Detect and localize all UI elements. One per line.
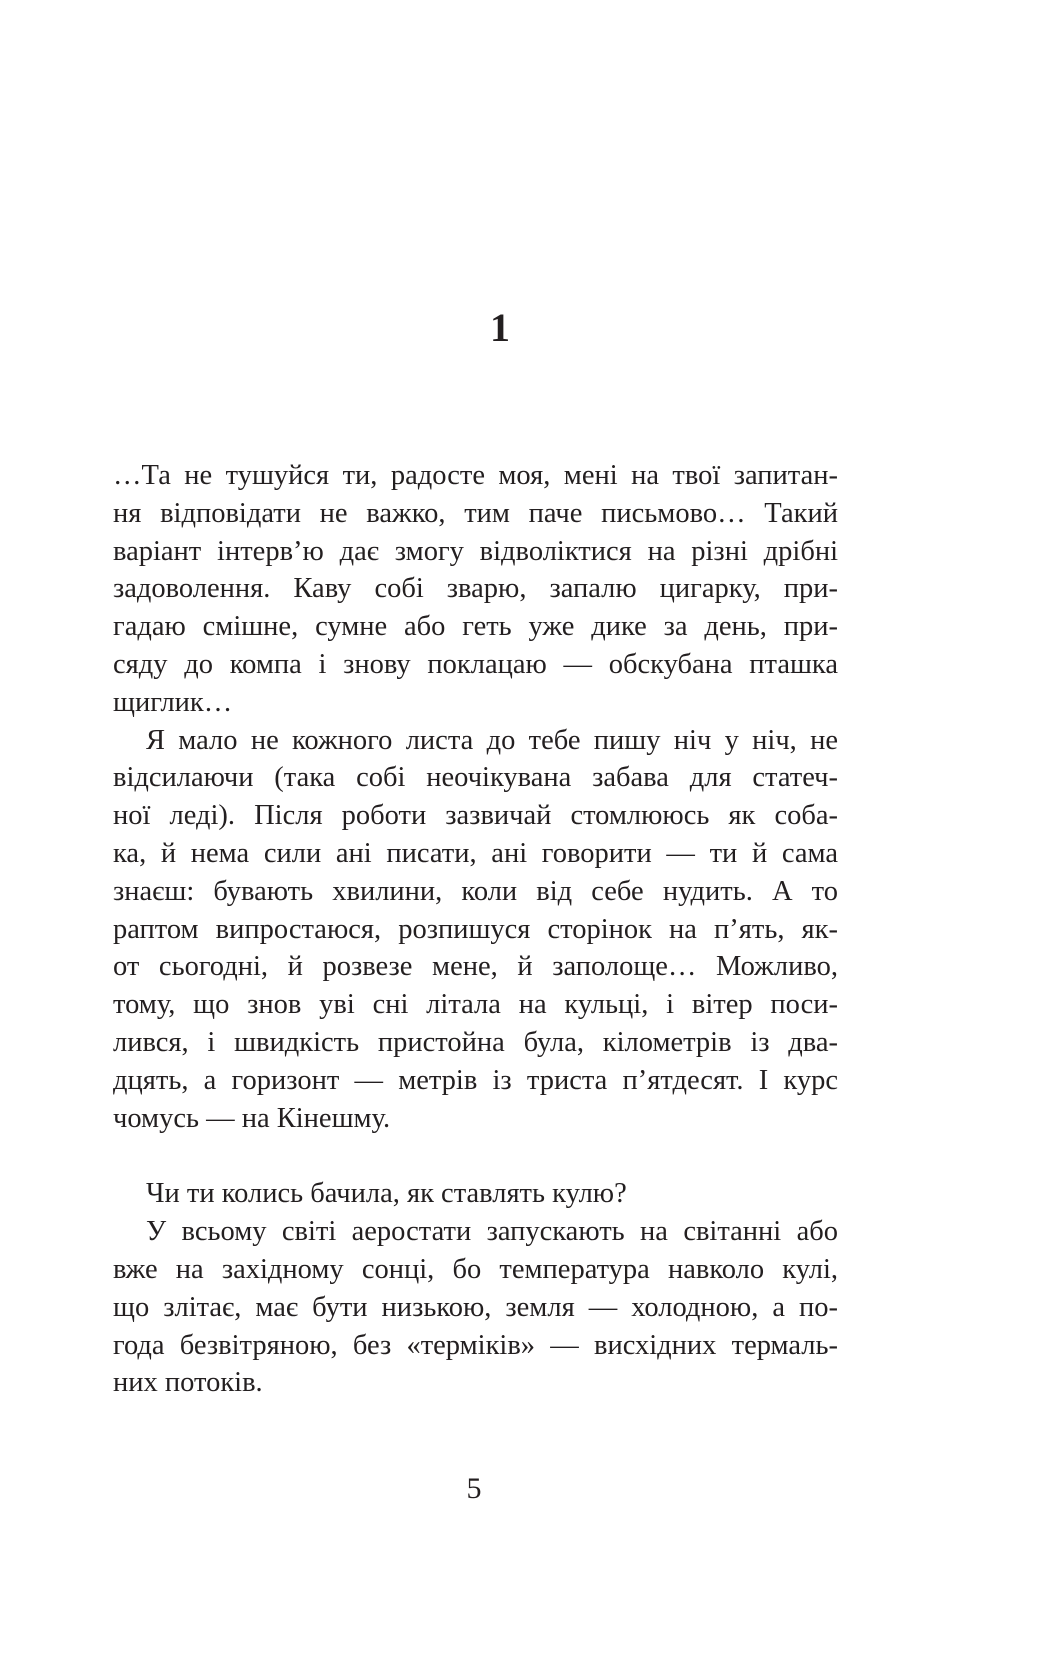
text-line: ної леді). Після роботи зазвичай стомлююсь як соба- bbox=[113, 800, 838, 832]
paragraph bbox=[113, 457, 838, 722]
text-line: них потоків. bbox=[113, 1367, 263, 1399]
text-line: що злітає, має бути низькою, земля — холодною, а по- bbox=[113, 1291, 838, 1323]
text-line: лився, і швидкість пристойна була, кілометрів із два- bbox=[113, 1026, 838, 1058]
paragraph bbox=[113, 1213, 838, 1402]
text-line: знаєш: бувають хвилини, коли від себе нудить. А то bbox=[113, 875, 838, 907]
text-line: чомусь — на Кінешму. bbox=[113, 1102, 391, 1134]
text-line: ка, й нема сили ані писати, ані говорити — ти й сама bbox=[113, 837, 838, 869]
text-line: …Та не тушуйся ти, радосте моя, мені на твої запитан- bbox=[113, 460, 838, 491]
text-line: гадаю смішне, сумне або геть уже дике за день, при- bbox=[113, 611, 838, 643]
text-line: от сьогодні, й розвезе мене, й заполоще… Можливо, bbox=[113, 951, 838, 983]
paragraph bbox=[113, 1175, 838, 1213]
text-line: тому, що знов уві сні літала на кульці, і вітер поси- bbox=[113, 989, 838, 1021]
text-line: задоволення. Каву собі зварю, запалю цигарку, при- bbox=[113, 573, 838, 605]
text-line: У всьому світі аеростати запускають на світанні або bbox=[146, 1216, 838, 1248]
section-break bbox=[113, 1137, 838, 1175]
text-line: дцять, а горизонт — метрів із триста п’ятдесят. І курс bbox=[113, 1064, 838, 1096]
text-line: щиглик… bbox=[113, 686, 233, 718]
paragraph bbox=[113, 722, 838, 1138]
text-line: варіант інтерв’ю дає змогу відволіктися на різні дрібні bbox=[113, 535, 838, 567]
text-line: ня відповідати не важко, тим паче письмово… Такий bbox=[113, 497, 838, 529]
text-line: сяду до компа і знову поклацаю — обскубана пташка bbox=[113, 648, 838, 680]
chapter-number: 1 bbox=[490, 305, 510, 350]
text-line: Чи ти колись бачила, як ставлять кулю? bbox=[146, 1178, 627, 1210]
text-line: года безвітряною, без «терміків» — висхідних термаль- bbox=[113, 1329, 838, 1361]
body-text bbox=[113, 457, 838, 1402]
text-line: Я мало не кожного листа до тебе пишу ніч у ніч, не bbox=[146, 724, 838, 756]
text-line: вже на західному сонці, бо температура навколо кулі, bbox=[113, 1253, 838, 1285]
page-number: 5 bbox=[466, 1472, 482, 1505]
text-line: раптом випростаюся, розпишуся сторінок на п’ять, як- bbox=[113, 913, 838, 945]
text-line: відсилаючи (така собі неочікувана забава для статеч- bbox=[113, 762, 838, 794]
